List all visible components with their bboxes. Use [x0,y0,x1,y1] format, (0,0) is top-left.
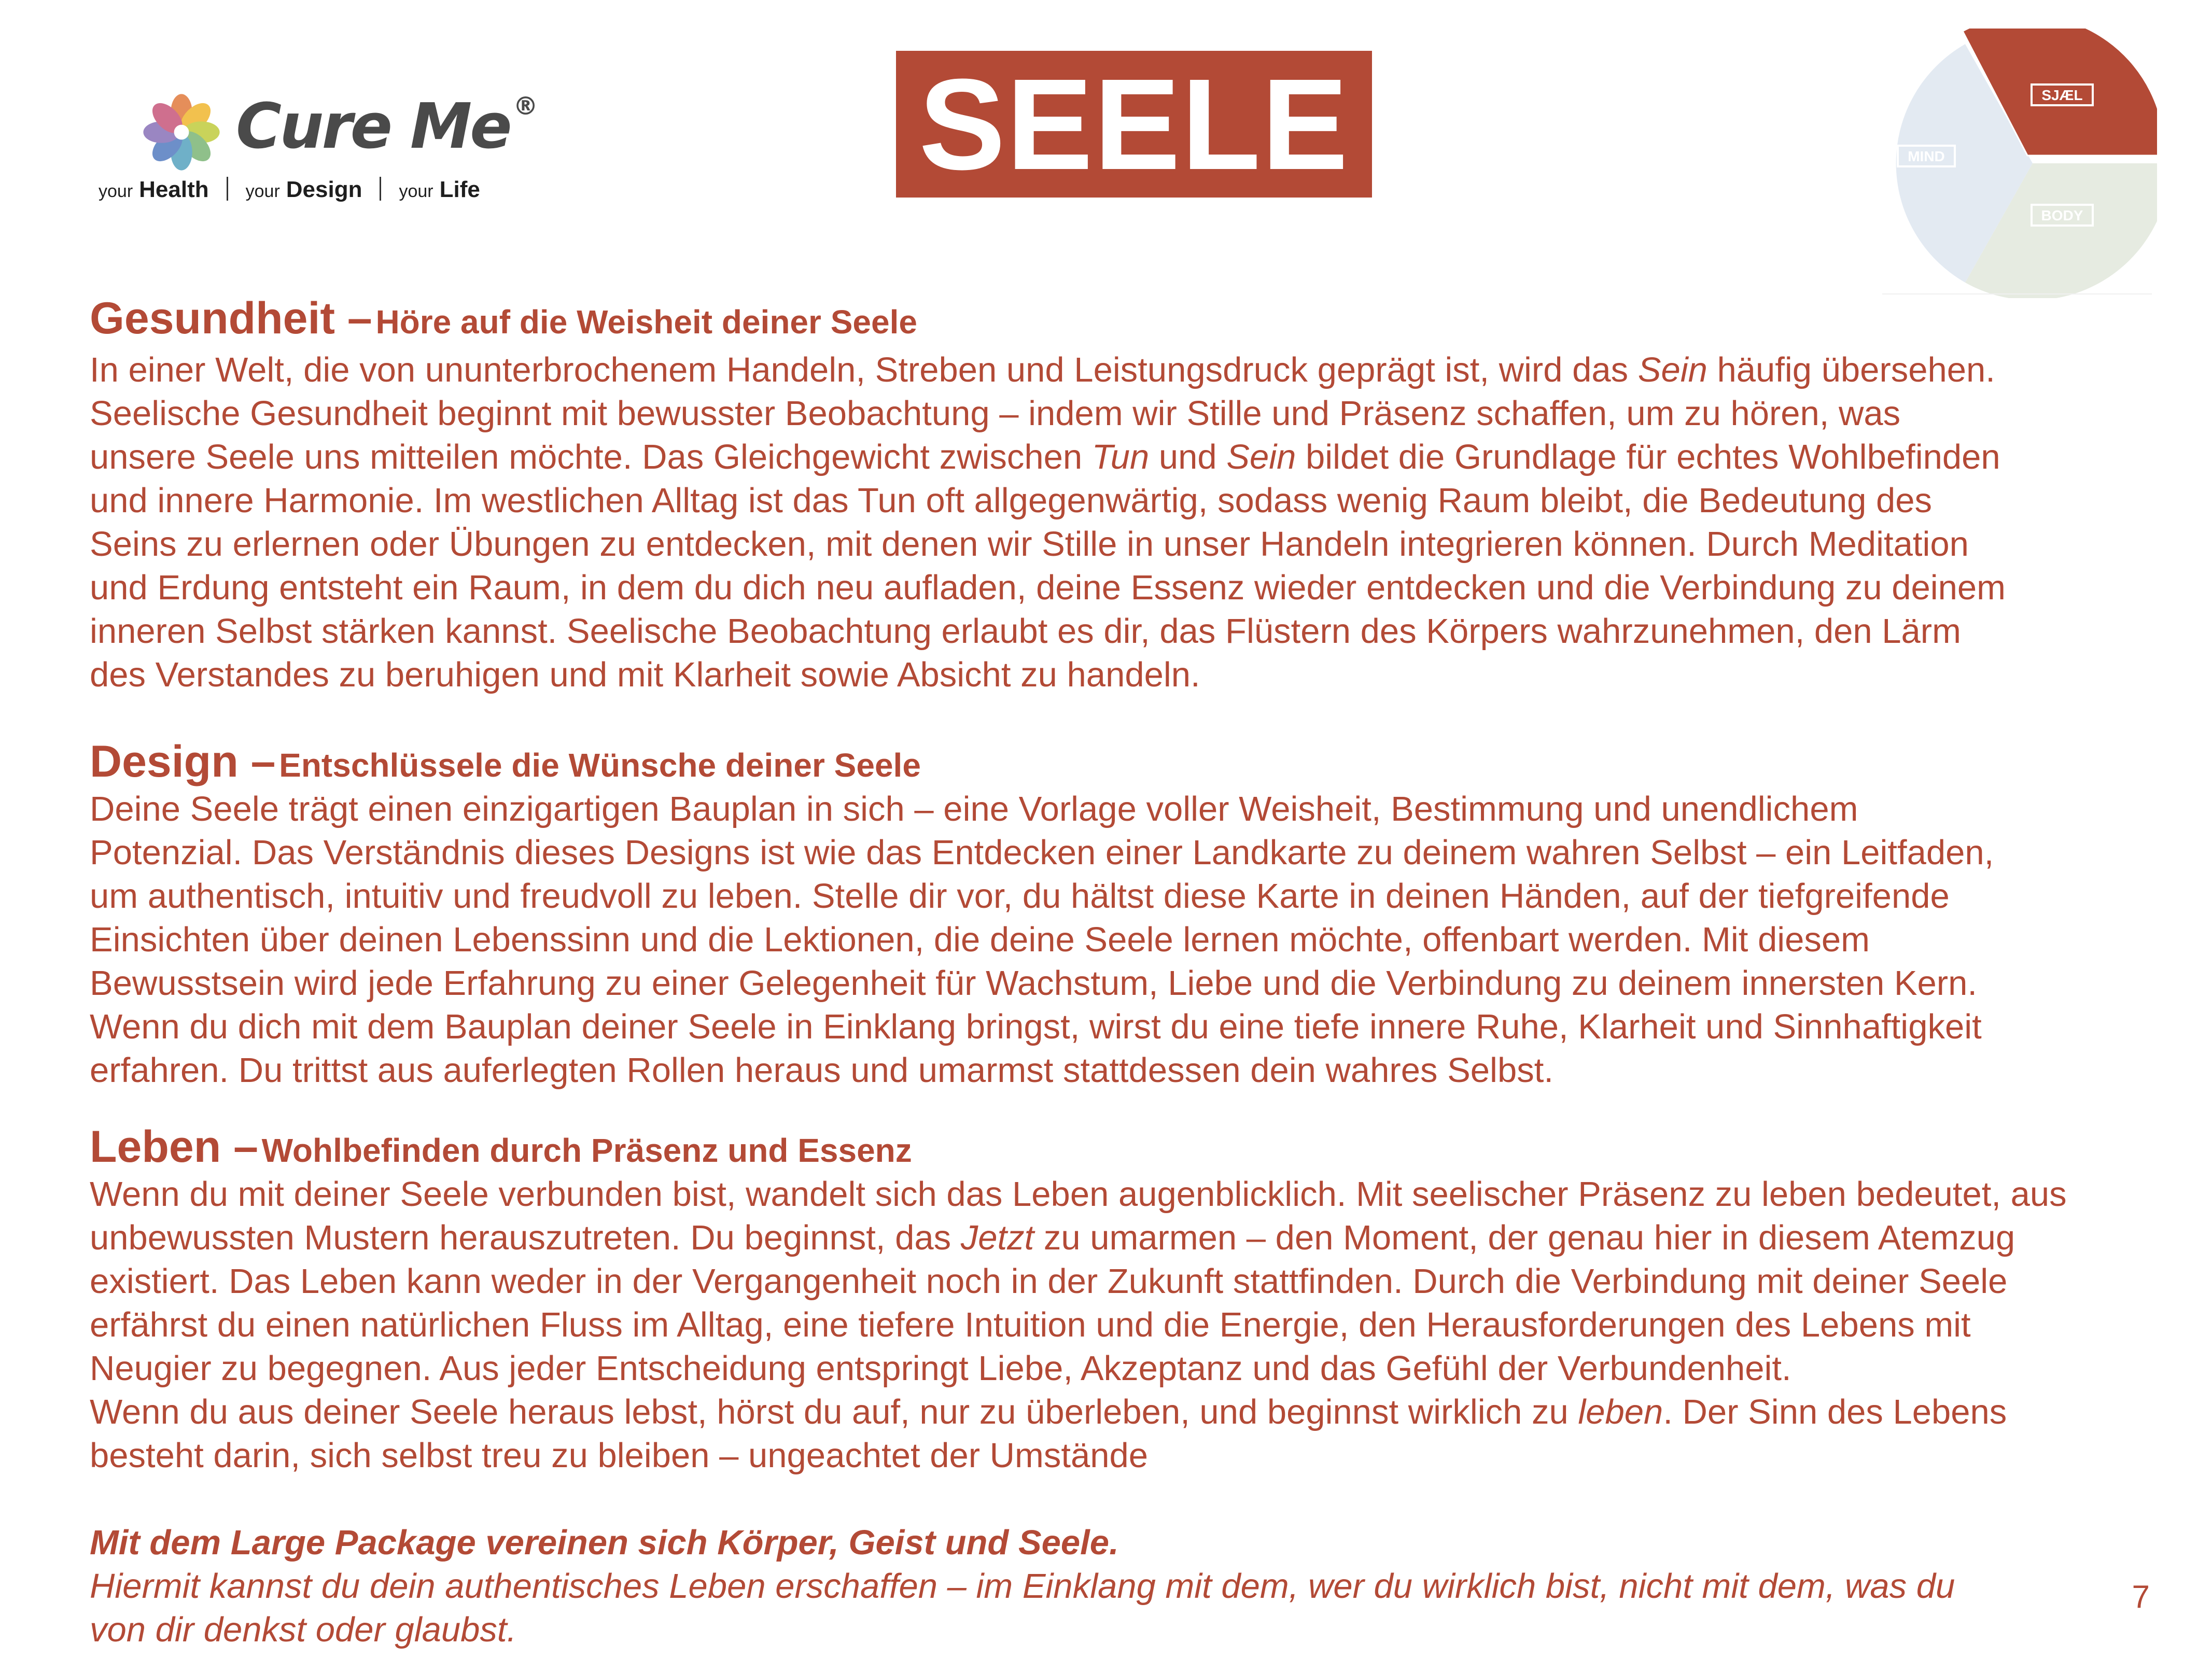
closing-bold-line: Mit dem Large Package vereinen sich Körper, Geist und Seele. [90,1523,1119,1562]
mind-body-soul-wheel [1867,29,2157,298]
section-heading: Design – Entschlüssele die Wünsche deiner Seele [90,736,921,786]
brand-logo [99,86,536,220]
section-life [90,1121,2143,1478]
section-body: Deine Seele trägt einen einzigartigen Bauplan in sich – eine Vorlage voller Weisheit, Bestimmung und unendlichem Potenzial. Das Verständnis dieses Designs ist wie das Entdecken einer Landkarte zu deinem wahren Selbst – ein Leitfaden, um authentisch, intuitiv und freudvoll zu leben. Stelle dir vor, du hältst diese Karte in deinen Händen, auf der tiefgreifende Einsichten über deinen Lebenssinn und die Lektionen, die deine Seele lernen möchte, offenbart werden. Mit diesem Bewusstsein wird jede Erfahrung zu einer Gelegenheit für Wachstum, Liebe und die Verbindung zu deinem innersten Kern. Wenn du dich mit dem Bauplan deiner Seele in Einklang bringst, wirst du eine tiefe innere Ruhe, Klarheit und Sinnhaftigkeit erfahren. Du trittst aus auferlegten Rollen heraus und umarmst stattdessen dein wahres Selbst. [90,789,1994,1090]
section-heading: Leben – Wohlbefinden durch Präsenz und Essenz [90,1121,912,1172]
section-heading: Gesundheit – Höre auf die Weisheit deiner Seele [90,293,917,343]
page-title: SEELE [896,51,1372,198]
section-design [90,736,2143,1092]
section-body: In einer Welt, die von ununterbrochenem Handeln, Streben und Leistungsdruck geprägt ist, wird das Sein häufig übersehen. Seelische Gesundheit beginnt mit bewusster Beobachtung – indem wir Stille und Präsenz schaffen, um zu hören, was unsere Seele uns mitteilen möchte. Das Gleichgewicht zwischen Tun und Sein bildet die Grundlage für echtes Wohlbefinden und innere Harmonie. Im westlichen Alltag ist das Tun oft allgegenwärtig, sodass wenig Raum bleibt, die Bedeutung des Seins zu erlernen oder Übungen zu entdecken, mit denen wir Stille in unser Handeln integrieren können. Durch Meditation und Erdung entsteht ein Raum, in dem du dich neu aufladen, deine Essenz wieder entdecken und die Verbindung zu deinem inneren Selbst stärken kannst. Seelische Beobachtung erlaubt es dir, das Flüstern des Körpers wahrzunehmen, den Lärm des Verstandes zu beruhigen und mit Klarheit sowie Absicht zu handeln. [90,350,2006,694]
brand-tagline: your Health your Design your Life [99,177,480,202]
page-number: 7 [2132,1579,2150,1615]
section-body: Wenn du mit deiner Seele verbunden bist, wandelt sich das Leben augenblicklich. Mit seelischer Präsenz zu leben bedeutet, aus unbewussten Mustern herauszutreten. Du beginnst, das Jetzt zu umarmen – den Moment, der genau hier in diesem Atemzug existiert. Das Leben kann weder in der Vergangenheit noch in der Zukunft stattfinden. Durch die Verbindung mit deiner Seele erfährst du einen natürlichen Fluss im Alltag, eine tiefere Intuition und die Energie, den Herausforderungen des Lebens mit Neugier zu begegnen. Aus jeder Entscheidung entspringt Liebe, Akzeptanz und das Gefühl der Verbundenheit. Wenn du aus deiner Seele heraus lebst, hörst du auf, nur zu überleben, und beginnst wirklich zu leben. Der Sinn des Lebens besteht darin, sich selbst treu zu bleiben – ungeachtet der Umstände [90,1174,2067,1475]
wheel-label-mind: MIND [1908,148,1945,164]
wheel-label-body: BODY [2041,207,2083,223]
main-content [90,293,2143,1652]
brand-name: Cure Me ® [236,91,536,163]
closing-statement [90,1521,2143,1652]
closing-text: Hiermit kannst du dein authentisches Leben erschaffen – im Einklang mit dem, wer du wirklich bist, nicht mit dem, was du von dir denkst oder glaubst. [90,1566,1955,1649]
wheel-label-soul: SJÆL [2041,87,2083,103]
flower-logo-icon [140,91,223,174]
section-health [90,293,2143,697]
